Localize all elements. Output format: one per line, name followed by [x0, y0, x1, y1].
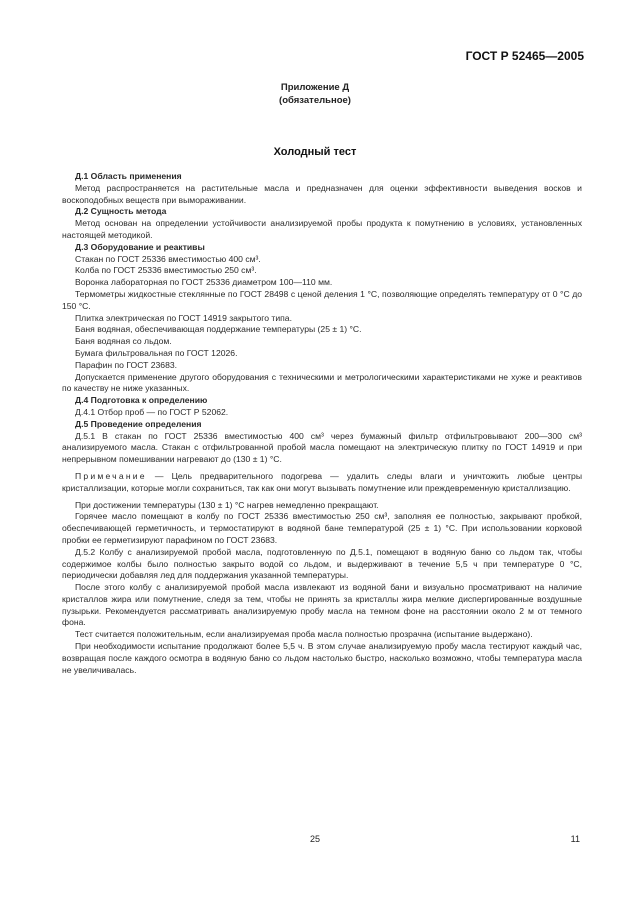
section-heading-d1: Д.1 Область применения [75, 171, 182, 181]
paragraph: При необходимости испытание продолжают более 5,5 ч. В этом случае анализируемую пробу масла тестируют каждый час, возвращая после каждого осмотра в водяную баню со льдом настолько быстро, насколько возможно, чтобы температура масла не увеличивалась. [62, 641, 582, 675]
equipment-item: Термометры жидкостные стеклянные по ГОСТ 28498 с ценой деления 1 °С, позволяющие определять температуру от 0 °С до 150 °С. [62, 288, 582, 311]
equipment-item: Колба по ГОСТ 25336 вместимостью 250 см³. [75, 265, 257, 276]
section-text-d4: Д.4.1 Отбор проб — по ГОСТ Р 52062. [75, 406, 229, 417]
standard-number: ГОСТ Р 52465—2005 [465, 49, 584, 63]
equipment-item: Стакан по ГОСТ 25336 вместимостью 400 см³. [75, 253, 261, 264]
equipment-item: Допускается применение другого оборудования с техническими и метрологическими характеристиками не хуже и реактивов по качеству не ниже указанных. [62, 371, 582, 394]
section-heading-d4: Д.4 Подготовка к определению [75, 395, 208, 406]
equipment-item: Парафин по ГОСТ 23683. [75, 359, 178, 370]
section-heading-d2: Д.2 Сущность метода [75, 206, 167, 217]
appendix-status: (обязательное) [279, 95, 351, 106]
paragraph: После этого колбу с анализируемой пробой масла извлекают из водяной бани и визуально просматривают на наличие кристаллов жира или помутнение, следя за тем, чтобы не принять за кристаллы жира мелкие диспергированные воздушные пузырьки. Рекомендуется рассматривать анализируемую пробу масла на темном фоне на расстоянии около 2 м от темного фона. [62, 582, 582, 628]
section-heading-d5: Д.5 Проведение определения [75, 418, 202, 429]
clause-d5-1: Д.5.1 В стакан по ГОСТ 25336 вместимостью 400 см³ через бумажный фильтр отфильтровывают 200—300 см³ анализируемого масла. Стакан с отфильтрованной пробой масла помещают на электрическую плитку по ГОСТ 14919 и при непрерывном помешивании нагревают до (130 ± 1) °С. [62, 430, 582, 465]
appendix-title: Приложение Д [280, 82, 350, 93]
paragraph: Горячее масло помещают в колбу по ГОСТ 25336 вместимостью 250 см³, заполняя ее полностью, закрывают пробкой, обеспечивающей герметичность, и термостатируют в водяной бане температурой (25 ± 1) °С. При использовании корковой пробки ее герметизируют парафином по ГОСТ 23683. [62, 511, 582, 545]
equipment-item: Бумага фильтровальная по ГОСТ 12026. [75, 347, 238, 358]
equipment-item: Баня водяная, обеспечивающая поддержание температуры (25 ± 1) °С. [75, 324, 362, 335]
document-body [62, 171, 582, 676]
equipment-item: Баня водяная со льдом. [75, 336, 172, 347]
equipment-item: Воронка лабораторная по ГОСТ 25336 диаметром 100—110 мм. [75, 277, 333, 288]
paragraph: При достижении температуры (130 ± 1) °С нагрев немедленно прекращают. [75, 499, 379, 510]
note-paragraph [62, 471, 582, 495]
section-text-d1: Метод распространяется на растительные масла и предназначен для оценки эффективности выведения восков и воскоподобных веществ при вымораживании. [62, 182, 582, 205]
page-number-right: 11 [570, 834, 580, 844]
equipment-item: Плитка электрическая по ГОСТ 14919 закрытого типа. [75, 312, 292, 323]
clause-d5-2: Д.5.2 Колбу с анализируемой пробой масла, подготовленную по Д.5.1, помещают в водяную баню со льдом так, чтобы содержимое колбы было полностью закрыто водой со льдом, и выдерживают в течение 5,5 ч при температуре 0 °С, периодически добавляя лед для поддержания указанной температуры. [62, 546, 582, 581]
section-heading-d3: Д.3 Оборудование и реактивы [75, 241, 205, 252]
page-number-center: 25 [309, 834, 320, 844]
note-label: Примечание [75, 470, 147, 481]
page-title: Холодный тест [273, 146, 357, 158]
paragraph: Тест считается положительным, если анализируемая проба масла полностью прозрачна (испытание выдержано). [75, 629, 533, 640]
note-text: — Цель предварительного подогрева — удалить следы влаги и уничтожить любые центры кристаллизации, которые могли сохраниться, так как они могут вызывать помутнение или преждевременную кристаллизацию. [62, 470, 582, 493]
section-text-d2: Метод основан на определении устойчивости анализируемой пробы продукта к помутнению в условиях, установленных настоящей методикой. [62, 218, 582, 240]
